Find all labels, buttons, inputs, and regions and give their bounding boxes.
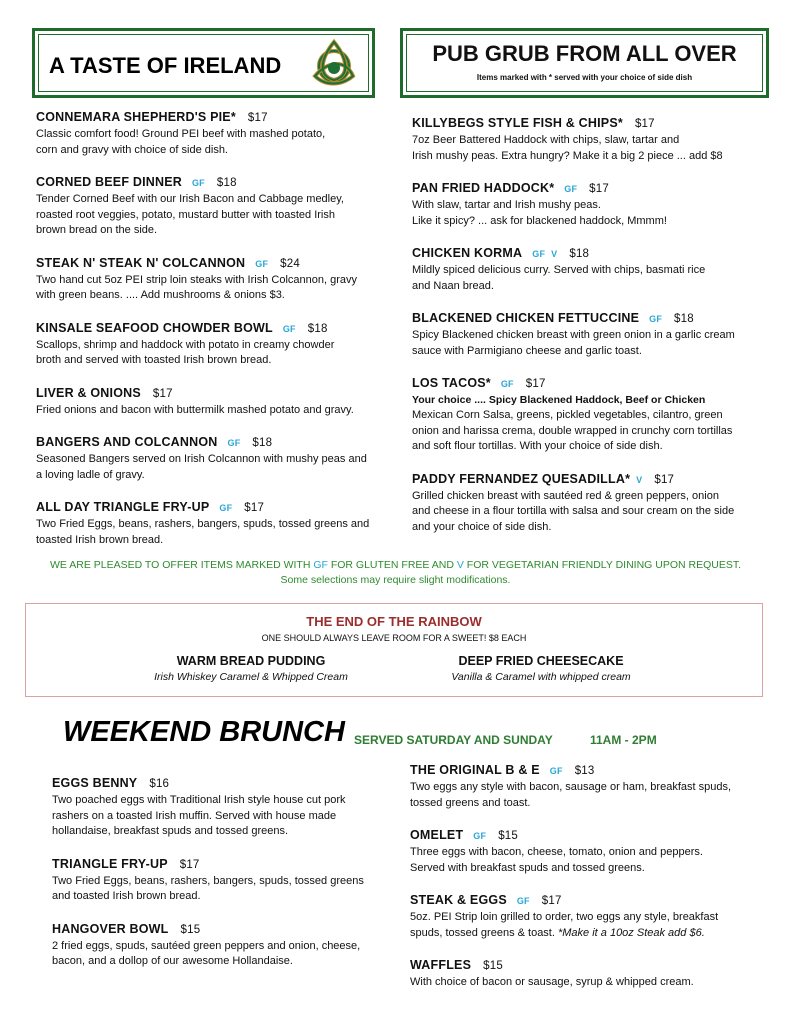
menu-item-description: and Naan bread.: [412, 279, 494, 292]
pub-grub-menu: [412, 115, 772, 551]
menu-item-description: broth and served with toasted Irish brown bread.: [36, 354, 272, 366]
menu-item: [410, 762, 770, 811]
menu-item-description: Seasoned Bangers served on Irish Colcannon with mushy peas and: [36, 453, 367, 465]
menu-item-header: [36, 434, 386, 452]
menu-item-header: [36, 255, 386, 273]
menu-item-price: $17: [634, 118, 655, 130]
menu-item-description: Irish mushy peas. Extra hungry? Make it a big 2 piece ... add $8: [412, 149, 723, 162]
taste-of-ireland-menu: [36, 109, 386, 564]
menu-item-header: [412, 375, 772, 393]
menu-item: [52, 856, 392, 905]
menu-item: [412, 375, 772, 455]
vegetarian-tag: V: [551, 249, 558, 259]
gluten-free-tag: GF: [564, 184, 578, 194]
menu-item-header: [412, 310, 772, 328]
menu-item-name: TRIANGLE FRY-UP: [52, 856, 168, 871]
celtic-knot-icon: [307, 36, 361, 90]
menu-item-name: EGGS BENNY: [52, 776, 138, 790]
menu-item: [412, 180, 772, 229]
gluten-free-tag: GF: [473, 831, 487, 841]
menu-item-description: Fried onions and bacon with buttermilk mashed potato and gravy.: [36, 403, 354, 416]
menu-item-price: $24: [280, 257, 300, 270]
dessert-subtitle: ONE SHOULD ALWAYS LEAVE ROOM FOR A SWEET! $8 EACH: [261, 633, 527, 643]
gluten-free-tag: GF: [282, 323, 296, 334]
menu-item: [412, 245, 772, 294]
menu-item-header: [410, 762, 770, 780]
menu-item: [36, 174, 386, 239]
menu-item: [36, 109, 386, 158]
menu-item: [36, 255, 386, 304]
menu-item-description: Two poached eggs with Traditional Irish style house cut pork: [52, 794, 346, 806]
menu-item: [410, 827, 770, 876]
brunch-served-days: SERVED SATURDAY AND SUNDAY: [354, 733, 553, 747]
menu-item: [36, 320, 386, 369]
menu-item-price: $15: [180, 923, 201, 936]
section-subtitle-pub-grub: Items marked with * served with your choice of side dish: [476, 73, 693, 82]
menu-item-price: $13: [574, 765, 595, 777]
menu-item-description: Like it spicy? ... ask for blackened haddock, Mmmm!: [412, 214, 667, 227]
menu-item-price: $15: [483, 960, 503, 972]
menu-item-header: [36, 109, 386, 127]
dessert-title: THE END OF THE RAINBOW: [306, 614, 482, 629]
menu-item-header: [36, 499, 386, 517]
menu-item: [36, 385, 386, 419]
menu-item-description: Classic comfort food! Ground PEI beef with mashed potato,: [36, 128, 326, 140]
menu-item-header: [412, 471, 772, 489]
dietary-notice-line1: WE ARE PLEASED TO OFFER ITEMS MARKED WITH GF FOR GLUTEN FREE AND V FOR VEGETARIAN FRIENDLY DINING UPON REQUEST.: [50, 559, 741, 571]
gluten-free-tag: GF: [516, 896, 530, 906]
menu-item-name: KINSALE SEAFOOD CHOWDER BOWL: [36, 320, 273, 335]
menu-item-description: Two hand cut 5oz PEI strip loin steaks with Irish Colcannon, gravy: [36, 273, 357, 286]
menu-item-description: Three eggs with bacon, cheese, tomato, onion and peppers.: [410, 846, 703, 858]
gluten-free-tag: GF: [255, 258, 269, 269]
gluten-free-tag: GF: [219, 503, 233, 513]
menu-item-description: Served with breakfast spuds and tossed greens.: [410, 861, 645, 874]
dessert-desc: Irish Whiskey Caramel & Whipped Cream: [154, 671, 348, 683]
gluten-free-tag: GF: [227, 438, 241, 448]
menu-item-header: [36, 385, 386, 403]
menu-item-price: $17: [152, 387, 173, 400]
menu-item-price: $17: [654, 473, 675, 486]
menu-item-description-text: spuds, tossed greens & toast.: [410, 926, 558, 939]
menu-item-description: hollandaise, breakfast spuds and tossed greens.: [52, 825, 289, 837]
menu-item-header: [412, 115, 772, 133]
menu-item-description: With slaw, tartar and Irish mushy peas.: [412, 199, 601, 211]
menu-item-price: $17: [589, 183, 609, 195]
menu-item-header: [52, 856, 392, 874]
menu-item-header: [412, 245, 772, 263]
menu-item-description: brown bread on the side.: [36, 224, 158, 236]
menu-item-description: roasted root veggies, potato, mustard butter with toasted Irish: [36, 208, 335, 221]
menu-item-description: bacon, and a dollop of our awesome Hollandaise.: [52, 955, 293, 967]
menu-item-description: [410, 926, 770, 942]
section-title-pub-grub: PUB GRUB FROM ALL OVER: [432, 41, 737, 66]
menu-item-description: and your choice of side dish.: [412, 520, 552, 533]
menu-item-description: 7oz Beer Battered Haddock with chips, slaw, tartar and: [412, 134, 680, 146]
menu-item-name: KILLYBEGS STYLE FISH & CHIPS*: [412, 116, 623, 130]
menu-item-description: tossed greens and toast.: [410, 796, 531, 809]
menu-item-price: $17: [247, 112, 268, 124]
dietary-notice-line2: Some selections may require slight modifications.: [280, 574, 511, 586]
menu-item-description: sauce with Parmigiano cheese and garlic toast.: [412, 344, 642, 357]
dessert-box: [25, 603, 763, 697]
menu-item-description: Mildly spiced delicious curry. Served with chips, basmati rice: [412, 264, 706, 276]
menu-item-description: and cheese in a flour tortilla with salsa and sour cream on the side: [412, 505, 735, 517]
gluten-free-tag: GF: [500, 379, 514, 389]
menu-item-description: Two Fried Eggs, beans, rashers, bangers, spuds, tossed greens: [52, 874, 364, 887]
brunch-hours: 11AM - 2PM: [590, 733, 657, 747]
menu-item-description: and toasted Irish brown bread.: [52, 890, 201, 902]
header-box-taste-of-ireland: [32, 28, 375, 98]
menu-item-description: Tender Corned Beef with our Irish Bacon and Cabbage medley,: [36, 193, 344, 205]
menu-item-price: $15: [498, 830, 518, 842]
menu-item-header: [410, 892, 770, 910]
dessert-item: [126, 654, 376, 683]
menu-item-price: $18: [252, 437, 273, 449]
menu-item-name: OMELET: [410, 828, 464, 842]
menu-item-name: LOS TACOS*: [412, 376, 491, 390]
menu-item-description: Grilled chicken breast with sautéed red & green peppers, onion: [412, 489, 719, 502]
menu-item-name: HANGOVER BOWL: [52, 921, 169, 936]
menu-item-name: THE ORIGINAL B & E: [410, 763, 540, 777]
menu-item-price: $17: [244, 502, 265, 514]
menu-item-upgrade-note: *Make it a 10oz Steak add $6.: [557, 926, 705, 939]
dessert-item: [416, 654, 666, 683]
menu-item-name: BLACKENED CHICKEN FETTUCCINE: [412, 311, 640, 325]
gluten-free-tag: GF: [549, 766, 563, 776]
menu-item-header: [412, 180, 772, 198]
dietary-notice: [0, 558, 791, 588]
menu-item-price: $18: [216, 177, 237, 189]
menu-item: [410, 957, 770, 991]
menu-item-header: [52, 775, 392, 793]
menu-item-header: [52, 921, 392, 939]
menu-item-name: STEAK & EGGS: [410, 893, 507, 907]
gluten-free-tag: GF: [649, 314, 663, 324]
dessert-desc: Vanilla & Caramel with whipped cream: [451, 671, 631, 683]
gluten-free-tag: GF: [191, 178, 205, 188]
menu-item-price: $18: [569, 248, 590, 260]
dessert-name: WARM BREAD PUDDING: [176, 654, 326, 668]
menu-item-header: [410, 957, 770, 975]
menu-item-name: STEAK N' STEAK N' COLCANNON: [36, 255, 246, 270]
menu-item-name: PADDY FERNANDEZ QUESADILLA*: [412, 471, 631, 486]
section-title-taste-of-ireland: A TASTE OF IRELAND: [49, 53, 282, 78]
menu-item: [52, 921, 392, 970]
menu-item-price: $16: [149, 778, 170, 790]
dessert-name: DEEP FRIED CHEESECAKE: [458, 654, 624, 668]
menu-item: [36, 434, 386, 483]
menu-item: [412, 310, 772, 359]
menu-item-description: Mexican Corn Salsa, greens, pickled vegetables, cilantro, green: [412, 409, 723, 421]
menu-item-header: [36, 174, 386, 192]
brunch-menu-left: [52, 775, 392, 986]
menu-item-description: Spicy Blackened chicken breast with green onion in a garlic cream: [412, 329, 735, 341]
menu-item-name: BANGERS AND COLCANNON: [36, 435, 218, 449]
menu-item-name: CHICKEN KORMA: [412, 246, 523, 260]
menu-item-price: $18: [674, 313, 694, 325]
menu-item-name: LIVER & ONIONS: [36, 385, 141, 400]
menu-item: [412, 471, 772, 536]
menu-item-description: Scallops, shrimp and haddock with potato in creamy chowder: [36, 338, 335, 351]
menu-item-price: $17: [541, 895, 562, 907]
menu-item-description: with green beans. .... Add mushrooms & onions $3.: [36, 289, 285, 301]
menu-item-description: rashers on a toasted Irish muffin. Served with house made: [52, 809, 337, 822]
menu-item-header: [36, 320, 386, 338]
menu-item-options: Your choice .... Spicy Blackened Haddock, Beef or Chicken: [412, 394, 706, 406]
menu-item-name: ALL DAY TRIANGLE FRY-UP: [36, 500, 210, 514]
vegetarian-tag: V: [636, 474, 643, 485]
menu-item-description: 2 fried eggs, spuds, sautéed green peppers and onion, cheese,: [52, 939, 361, 952]
menu-item-name: PAN FRIED HADDOCK*: [412, 181, 555, 195]
menu-item-description: Two eggs any style with bacon, sausage or ham, breakfast spuds,: [410, 781, 732, 793]
menu-item-description: toasted Irish brown bread.: [36, 533, 164, 546]
brunch-title: WEEKEND BRUNCH: [63, 716, 345, 748]
menu-item-header: [410, 827, 770, 845]
menu-item-description: and soft flour tortillas. With your choice of side dish.: [412, 440, 663, 452]
menu-item-name: WAFFLES: [410, 958, 472, 972]
gluten-free-tag: GF: [532, 249, 546, 259]
menu-item: [36, 499, 386, 548]
header-box-pub-grub: [400, 28, 769, 98]
menu-item-description: Two Fried Eggs, beans, rashers, bangers, spuds, tossed greens and: [36, 518, 370, 530]
menu-item-description: With choice of bacon or sausage, syrup & whipped cream.: [410, 976, 694, 988]
menu-item-price: $17: [525, 378, 546, 390]
menu-item: [52, 775, 392, 840]
menu-item-name: CORNED BEEF DINNER: [36, 175, 182, 189]
menu-item-description: 5oz. PEI Strip loin grilled to order, two eggs any style, breakfast: [410, 911, 719, 923]
menu-item-name: CONNEMARA SHEPHERD'S PIE*: [36, 110, 236, 124]
menu-item-description: a loving ladle of gravy.: [36, 468, 145, 481]
menu-item-description: corn and gravy with choice of side dish.: [36, 143, 228, 156]
brunch-menu-right: [410, 762, 770, 1007]
menu-item-price: $17: [179, 858, 200, 871]
menu-item: [412, 115, 772, 164]
menu-item: [410, 892, 770, 941]
menu-item-price: $18: [307, 322, 328, 335]
menu-item-description: onion and harissa crema, double wrapped in crunchy corn tortillas: [412, 424, 733, 437]
